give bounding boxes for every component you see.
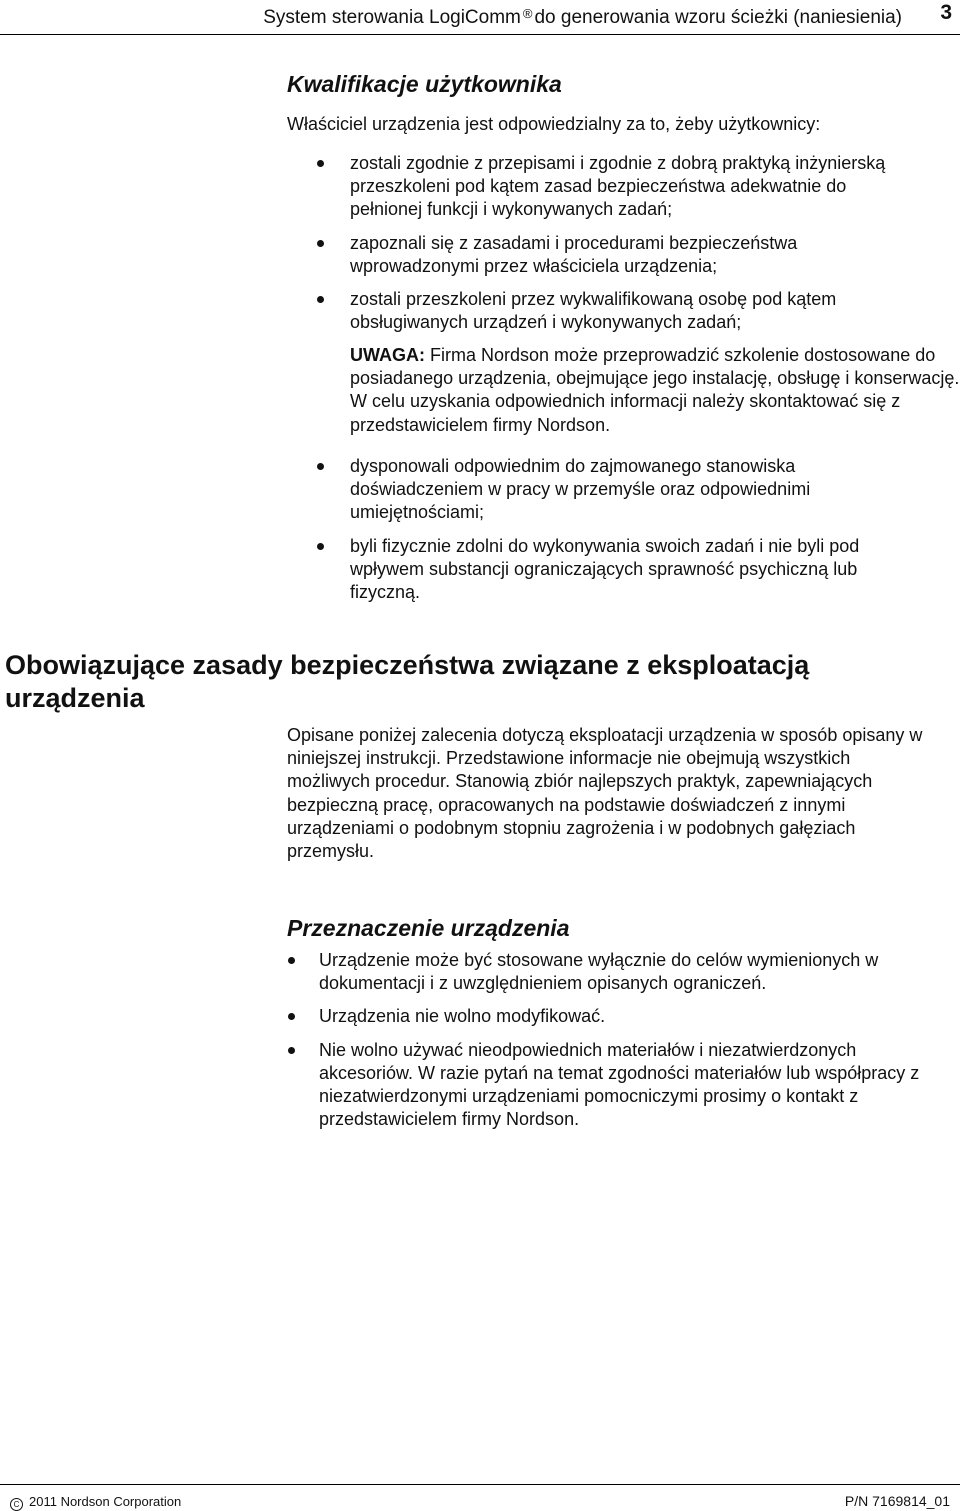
- safety-paragraph: Opisane poniżej zalecenia dotyczą eksploatacji urządzenia w sposób opisany w niniejszej instrukcji. Przedstawione informacje nie obejmują wszystkich możliwych procedur. Stanowią zbiór najlepszych praktyk, zapewniających bezpieczną pracę, opracowanych na podstawie doświadczeń z innymi urządzeniami o podobnym stopniu zagrożenia i w podobnych gałęziach przemysłu.: [287, 725, 923, 862]
- note-block: [350, 344, 960, 437]
- list-item: [319, 949, 949, 995]
- list-item: [319, 1039, 949, 1132]
- header-divider: [0, 34, 960, 35]
- bullet-icon: [288, 957, 295, 964]
- purpose-list: [319, 949, 949, 1131]
- list-item-text: Nie wolno używać nieodpowiednich materiałów i niezatwierdzonych akcesoriów. W razie pytań na temat zgodności materiałów lub współpracy z niezatwierdzonymi urządzeniami pomocniczymi prosimy o kontakt z przedstawicielem firmy Nordson.: [319, 1039, 920, 1130]
- bullet-icon: [317, 543, 324, 550]
- qualifications-list-b: [350, 455, 910, 604]
- footer-copyright: [10, 1494, 181, 1511]
- list-item: [350, 232, 910, 278]
- list-item-text: zostali przeszkoleni przez wykwalifikowaną osobę pod kątem obsługiwanych urządzeń i wykonywanych zadań;: [350, 289, 837, 333]
- copyright-text: 2011 Nordson Corporation: [29, 1494, 182, 1509]
- qualifications-list-a: [350, 152, 910, 334]
- bullet-icon: [317, 296, 324, 303]
- note-text: Firma Nordson może przeprowadzić szkolenie dostosowane do posiadanego urządzenia, obejmujące jego instalację, obsługę i konserwację. W celu uzyskania odpowiednich informacji należy skontaktować się z przedstawicielem firmy Nordson.: [350, 345, 960, 435]
- registered-mark: ®: [522, 6, 533, 21]
- list-item: [350, 455, 910, 525]
- bullet-icon: [288, 1013, 295, 1020]
- list-item-text: Urządzenia nie wolno modyfikować.: [319, 1006, 606, 1027]
- page-number: 3: [940, 1, 952, 24]
- bullet-icon: [288, 1047, 295, 1054]
- list-item: [350, 535, 910, 605]
- list-item-text: dysponowali odpowiednim do zajmowanego stanowiska doświadczeniem w pracy w przemyśle oraz odpowiednimi umiejętnościami;: [350, 456, 811, 523]
- running-header-title: [263, 2, 902, 30]
- list-item-text: zapoznali się z zasadami i procedurami bezpieczeństwa wprowadzonymi przez właściciela urządzenia;: [350, 232, 798, 276]
- safety-heading: Obowiązujące zasady bezpieczeństwa związane z eksploatacją urządzenia: [5, 650, 810, 713]
- qualifications-intro: Właściciel urządzenia jest odpowiedzialny za to, żeby użytkownicy:: [287, 114, 821, 134]
- copyright-icon: C: [10, 1498, 23, 1511]
- list-item: [319, 1005, 949, 1028]
- qualifications-heading: Kwalifikacje użytkownika: [287, 71, 562, 97]
- list-item-text: zostali zgodnie z przepisami i zgodnie z dobrą praktyką inżynierską przeszkoleni pod kątem zasad bezpieczeństwa adekwatnie do pełnionej funkcji i wykonywanych zadań;: [350, 153, 886, 220]
- bullet-icon: [317, 463, 324, 470]
- note-label: UWAGA:: [350, 345, 425, 365]
- footer-part-number: P/N 7169814_01: [844, 1493, 950, 1509]
- list-item-text: byli fizycznie zdolni do wykonywania swoich zadań i nie byli pod wpływem substancji ograniczających sprawność psychiczną lub fizyczną.: [350, 535, 860, 603]
- footer-divider: [0, 1484, 960, 1485]
- header-title-part-2: do generowania wzoru ścieżki (naniesienia): [534, 7, 902, 28]
- bullet-icon: [317, 160, 324, 167]
- purpose-heading: Przeznaczenie urządzenia: [287, 915, 570, 941]
- list-item: [350, 152, 910, 222]
- bullet-icon: [317, 240, 324, 247]
- list-item-text: Urządzenie może być stosowane wyłącznie do celów wymienionych w dokumentacji i z uwzględnieniem opisanych ograniczeń.: [319, 950, 879, 994]
- header-title-part-1: System sterowania LogiComm: [263, 7, 521, 28]
- list-item: [350, 288, 910, 334]
